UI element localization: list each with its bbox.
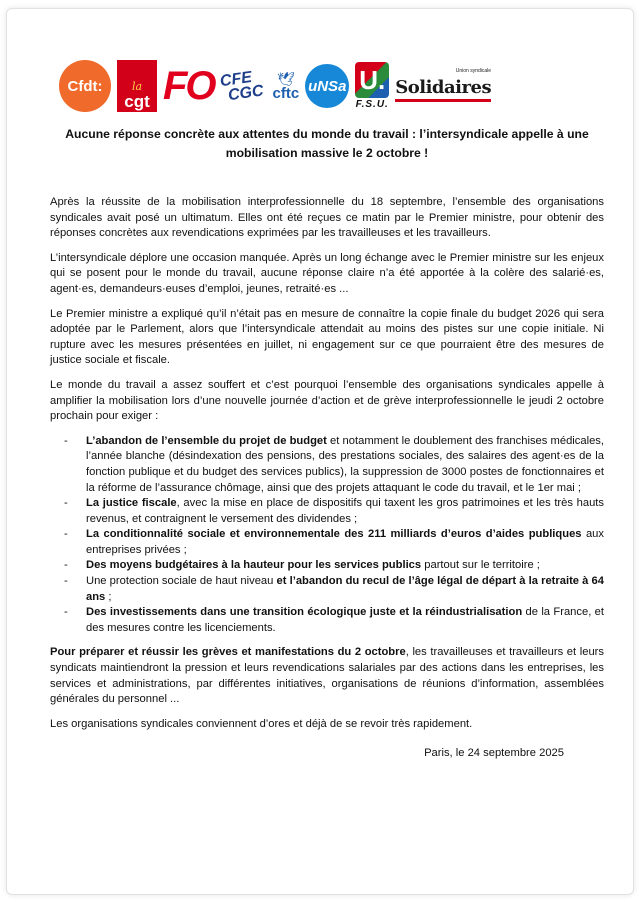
union-logos-row <box>59 55 529 117</box>
closing-bold: Pour préparer et réussir les grèves et manifestations du 2 octobre <box>50 646 406 659</box>
fo-logo-text: FO <box>163 64 215 108</box>
demand-text: de la France, et des mesures contre les licenciements. <box>86 606 604 634</box>
solidaires-logo-text: Solidaires <box>395 76 492 98</box>
list-item <box>86 527 604 558</box>
cfe-cgc-logo <box>219 68 269 104</box>
demand-bold: Des investissements dans une transition écologique juste et la réindustrialisation <box>86 606 523 619</box>
bird-icon: 🕊 <box>277 70 295 87</box>
press-release-title: Aucune réponse concrète aux attentes du monde du travail : l’intersyndicale appelle à une mobilisation massive le 2 octobre ! <box>65 127 589 160</box>
demand-bold: et l’abandon du recul de l’âge légal de départ à la retraite à 64 ans <box>86 575 604 603</box>
cfe-cgc-logo-line2: CGC <box>226 82 265 105</box>
closing-paragraph <box>50 645 604 707</box>
cftc-logo-text: cftc <box>272 84 300 102</box>
cfe-cgc-logo-line1: CFE <box>218 68 253 91</box>
list-item <box>86 434 604 496</box>
demand-text: et notamment le doublement des franchises médicales, l’année blanche (désindexation des pensions, des prestations sociales, des salaires des agent·es de la fonction publique et du budget des services publics), la suppression de 3000 postes de fonctionnaires et la réforme de l’assurance chômage, ainsi que des projets attaquant le code du travail, et le 1er mai ; <box>86 434 604 494</box>
paragraph: L’intersyndicale déplore une occasion manquée. Après un long échange avec le Premier ministre sur les enjeux qui se posent pour le monde du travail, aucune réponse claire n’a été apportée à la colère des salarié·es, agent·es, demandeurs·euses d’emploi, jeunes, retraité·es ... <box>50 251 604 295</box>
final-paragraph: Les organisations syndicales conviennent d’ores et déjà de se revoir très rapidement. <box>50 717 473 730</box>
fo-logo <box>163 66 215 106</box>
unsa-logo-text: uNSa <box>308 77 347 95</box>
signoff-date: Paris, le 24 septembre 2025 <box>424 747 564 760</box>
list-item <box>86 558 604 574</box>
solidaires-logo <box>395 67 492 102</box>
list-item <box>86 574 604 605</box>
demand-bold: L’abandon de l’ensemble du projet de budget <box>86 434 327 447</box>
demand-text: partout sur le territoire ; <box>421 559 540 572</box>
fsu-logo <box>355 62 389 110</box>
demand-text: ; <box>105 590 112 603</box>
paragraph: Le Premier ministre a expliqué qu’il n’était pas en mesure de connaître la copie finale du budget 2026 qui sera adoptée par le Parlement, alors que l’intersyndicale attendait au moins des pistes sur une copie initiale. Ni rupture avec les mesures présentées en juillet, ni engagement sur ce que pourraient être des mesures de justice sociale et fiscale. <box>50 307 604 367</box>
cgt-logo-la: la <box>131 80 143 93</box>
solidaires-logo-small: Union syndicale <box>455 67 492 74</box>
list-item <box>86 496 604 527</box>
document-sheet <box>6 8 634 895</box>
demand-bold: La conditionnalité sociale et environnementale des 211 milliards d’euros d’aides publiques <box>86 528 582 541</box>
fsu-logo-mark: U. <box>355 62 389 98</box>
demand-bold: Des moyens budgétaires à la hauteur pour les services publics <box>86 559 422 572</box>
paragraph: Après la réussite de la mobilisation interprofessionnelle du 18 septembre, l’ensemble des organisations syndicales avait posé un ultimatum. Elles ont été reçues ce matin par le Premier ministre, pour obtenir des réponses concrètes aux revendications exprimées par les travailleuses et les travailleurs. <box>50 196 604 240</box>
closing-text: , les travailleuses et travailleurs et leurs syndicats maintiendront la pression et leurs revendications salariales par des actions dans les entreprises, les services et administrations, par différentes initiatives, organisations de réunions d’information, assemblées générales du personnel ... <box>50 646 604 706</box>
demands-list <box>50 434 604 637</box>
unsa-logo <box>305 64 349 108</box>
demand-text: , avec la mise en place de dispositifs qui taxent les gros patrimoines et les très hauts revenus, et contraignent le versement des dividendes ; <box>86 497 605 525</box>
demand-text: aux entreprises privées ; <box>86 528 604 556</box>
cgt-logo-text: cgt <box>124 92 150 111</box>
demand-text: Une protection sociale de haut niveau <box>86 575 277 588</box>
cgt-logo <box>117 60 157 112</box>
fsu-logo-text: F.S.U. <box>355 99 389 110</box>
cfdt-logo <box>59 60 111 112</box>
cftc-logo <box>273 72 300 101</box>
solidaires-logo-bar <box>395 99 491 102</box>
cfdt-logo-text: Cfdt: <box>67 77 103 95</box>
press-release-body <box>50 195 604 762</box>
demand-bold: La justice fiscale <box>86 497 177 510</box>
list-item <box>86 605 604 636</box>
paragraph: Le monde du travail a assez souffert et c’est pourquoi l’ensemble des organisations syndicales appelle à amplifier la mobilisation lors d’une nouvelle journée d’action et de grève interprofessionnelle le jeudi 2 octobre prochain pour exiger : <box>50 378 604 423</box>
